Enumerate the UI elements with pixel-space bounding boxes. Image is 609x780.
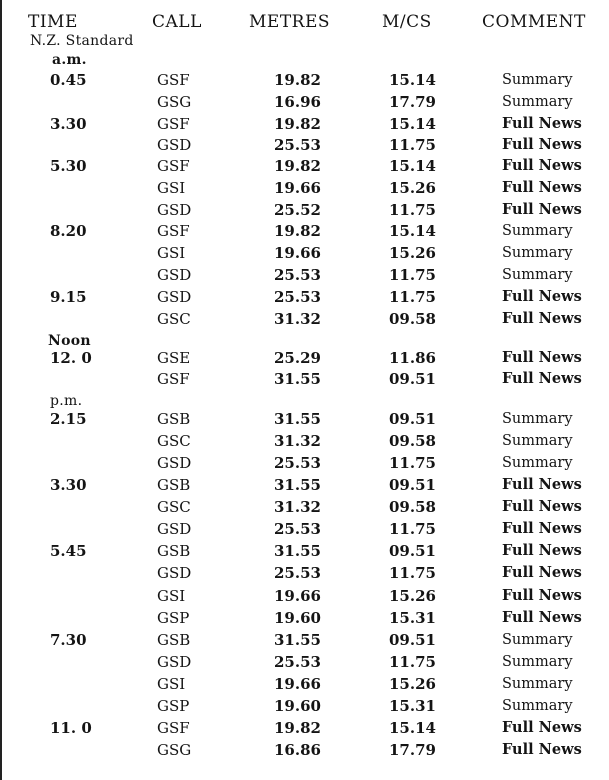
row-metres: 19.60 (274, 697, 321, 715)
row-metres: 25.53 (274, 266, 321, 284)
row-metres: 19.82 (274, 157, 321, 175)
row-metres: 25.29 (274, 349, 321, 367)
row-call: GSD (157, 653, 192, 671)
row-metres: 19.82 (274, 115, 321, 133)
row-comment: Summary (502, 223, 573, 239)
row-call: GSB (157, 476, 191, 494)
row-time: 3.30 (50, 115, 87, 133)
row-mcs: 15.26 (389, 244, 436, 262)
row-metres: 19.66 (274, 675, 321, 693)
row-call: GSD (157, 136, 192, 154)
row-metres: 25.53 (274, 136, 321, 154)
row-comment: Summary (502, 676, 573, 692)
row-metres: 31.32 (274, 310, 321, 328)
row-metres: 31.55 (274, 370, 321, 388)
row-metres: 31.32 (274, 498, 321, 516)
row-comment: Full News (502, 179, 582, 196)
row-metres: 19.82 (274, 719, 321, 737)
row-mcs: 11.75 (389, 454, 436, 472)
row-metres: 25.53 (274, 564, 321, 582)
row-comment: Full News (502, 157, 582, 174)
am-label: a.m. (52, 52, 87, 68)
row-mcs: 15.14 (389, 71, 436, 89)
row-call: GSE (157, 349, 191, 367)
row-comment: Summary (502, 72, 573, 88)
row-call: GSC (157, 310, 191, 328)
row-metres: 25.53 (274, 288, 321, 306)
row-mcs: 15.26 (389, 675, 436, 693)
row-mcs: 11.75 (389, 564, 436, 582)
row-time: 5.30 (50, 157, 87, 175)
row-mcs: 11.75 (389, 520, 436, 538)
nz-standard-label: N.Z. Standard (30, 33, 134, 49)
row-mcs: 11.86 (389, 349, 436, 367)
row-mcs: 17.79 (389, 93, 436, 111)
row-metres: 25.52 (274, 201, 321, 219)
row-metres: 31.55 (274, 476, 321, 494)
schedule-table (2, 0, 609, 780)
row-metres: 16.96 (274, 93, 321, 111)
row-mcs: 15.31 (389, 609, 436, 627)
row-comment: Summary (502, 433, 573, 449)
row-comment: Full News (502, 288, 582, 305)
row-comment: Full News (502, 201, 582, 218)
row-comment: Full News (502, 564, 582, 581)
row-time: 5.45 (50, 542, 87, 560)
row-call: GSD (157, 564, 192, 582)
row-mcs: 09.51 (389, 631, 436, 649)
header-metres: METRES (249, 12, 331, 32)
row-metres: 19.82 (274, 222, 321, 240)
row-mcs: 09.58 (389, 432, 436, 450)
row-metres: 19.66 (274, 179, 321, 197)
row-call: GSC (157, 432, 191, 450)
row-comment: Full News (502, 609, 582, 626)
row-call: GSF (157, 157, 190, 175)
row-comment: Summary (502, 698, 573, 714)
row-call: GSF (157, 222, 190, 240)
row-mcs: 15.31 (389, 697, 436, 715)
row-mcs: 11.75 (389, 653, 436, 671)
row-time: 3.30 (50, 476, 87, 494)
row-call: GSD (157, 454, 192, 472)
row-mcs: 11.75 (389, 201, 436, 219)
row-call: GSD (157, 288, 192, 306)
row-comment: Full News (502, 136, 582, 153)
row-comment: Full News (502, 498, 582, 515)
row-comment: Full News (502, 719, 582, 736)
row-call: GSG (157, 741, 192, 759)
row-time: 11. 0 (50, 719, 92, 737)
row-metres: 31.55 (274, 410, 321, 428)
row-mcs: 09.51 (389, 410, 436, 428)
row-call: GSC (157, 498, 191, 516)
row-mcs: 09.51 (389, 476, 436, 494)
row-call: GSF (157, 719, 190, 737)
row-mcs: 15.26 (389, 587, 436, 605)
row-call: GSB (157, 631, 191, 649)
row-call: GSI (157, 675, 186, 693)
row-call: GSF (157, 71, 190, 89)
row-mcs: 09.58 (389, 310, 436, 328)
row-comment: Full News (502, 587, 582, 604)
row-metres: 16.86 (274, 741, 321, 759)
row-call: GSP (157, 697, 190, 715)
row-metres: 25.53 (274, 653, 321, 671)
row-metres: 31.55 (274, 631, 321, 649)
row-comment: Summary (502, 267, 573, 283)
header-mcs: M/CS (382, 12, 432, 32)
row-mcs: 15.26 (389, 179, 436, 197)
row-mcs: 17.79 (389, 741, 436, 759)
row-mcs: 15.14 (389, 157, 436, 175)
row-time: 7.30 (50, 631, 87, 649)
row-comment: Summary (502, 94, 573, 110)
row-metres: 25.53 (274, 520, 321, 538)
row-comment: Full News (502, 370, 582, 387)
row-call: GSD (157, 201, 192, 219)
row-mcs: 09.58 (389, 498, 436, 516)
row-call: GSB (157, 410, 191, 428)
row-call: GSF (157, 370, 190, 388)
row-call: GSI (157, 179, 186, 197)
row-mcs: 09.51 (389, 370, 436, 388)
row-comment: Full News (502, 349, 582, 366)
row-mcs: 09.51 (389, 542, 436, 560)
row-time: 2.15 (50, 410, 87, 428)
row-time: 9.15 (50, 288, 87, 306)
row-call: GSG (157, 93, 192, 111)
row-comment: Full News (502, 542, 582, 559)
row-mcs: 11.75 (389, 266, 436, 284)
row-metres: 19.66 (274, 244, 321, 262)
row-comment: Summary (502, 245, 573, 261)
row-mcs: 15.14 (389, 115, 436, 133)
row-comment: Summary (502, 654, 573, 670)
row-mcs: 11.75 (389, 288, 436, 306)
row-metres: 19.82 (274, 71, 321, 89)
row-mcs: 15.14 (389, 222, 436, 240)
row-metres: 19.66 (274, 587, 321, 605)
header-call: CALL (152, 12, 202, 32)
row-call: GSB (157, 542, 191, 560)
row-time: 8.20 (50, 222, 87, 240)
row-call: GSD (157, 520, 192, 538)
row-comment: Full News (502, 476, 582, 493)
pm-label: p.m. (50, 393, 83, 409)
row-mcs: 15.14 (389, 719, 436, 737)
header-time: TIME (28, 12, 78, 32)
row-mcs: 11.75 (389, 136, 436, 154)
row-time: 12. 0 (50, 349, 92, 367)
row-call: GSF (157, 115, 190, 133)
row-comment: Full News (502, 741, 582, 758)
row-comment: Full News (502, 310, 582, 327)
row-comment: Full News (502, 520, 582, 537)
row-call: GSI (157, 587, 186, 605)
row-call: GSI (157, 244, 186, 262)
row-metres: 31.55 (274, 542, 321, 560)
row-call: GSD (157, 266, 192, 284)
row-comment: Full News (502, 115, 582, 132)
row-call: GSP (157, 609, 190, 627)
row-comment: Summary (502, 411, 573, 427)
header-comment: COMMENT (482, 12, 586, 32)
row-metres: 31.32 (274, 432, 321, 450)
row-metres: 19.60 (274, 609, 321, 627)
row-time: 0.45 (50, 71, 87, 89)
row-comment: Summary (502, 455, 573, 471)
row-comment: Summary (502, 632, 573, 648)
row-metres: 25.53 (274, 454, 321, 472)
noon-label: Noon (48, 333, 91, 349)
